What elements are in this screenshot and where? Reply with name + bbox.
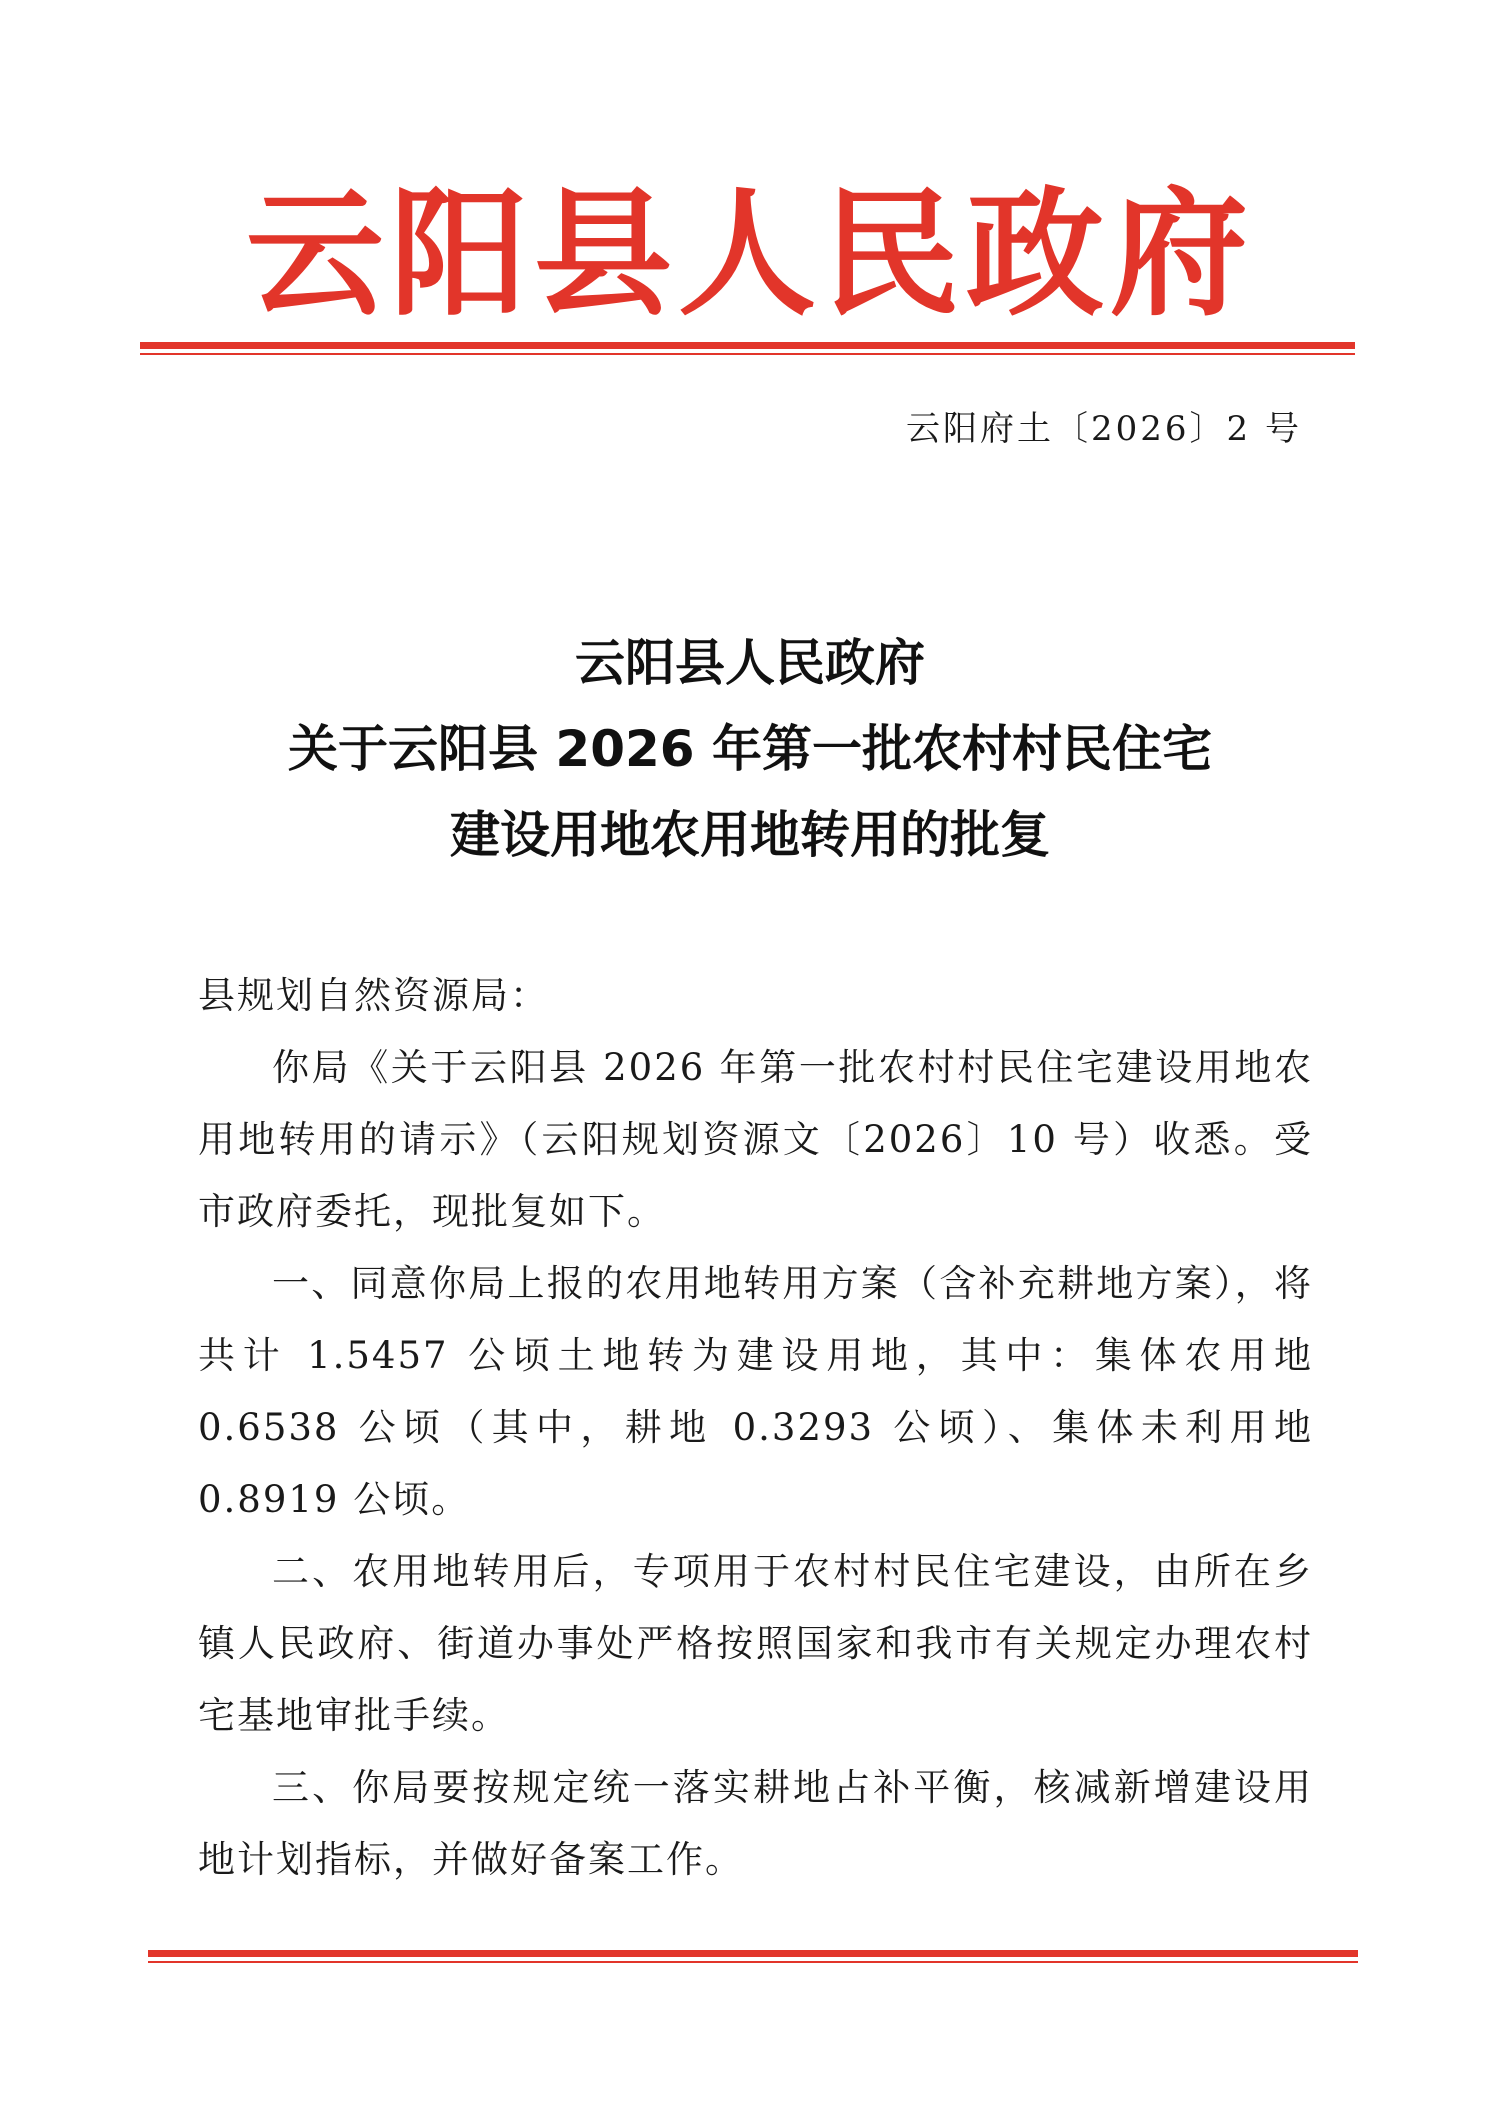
addressee: 县规划自然资源局： [198, 974, 549, 1017]
title-line-1: 云阳县人民政府 [575, 634, 925, 692]
paragraph-item-1: 一、同意你局上报的农用地转用方案（含补充耕地方案），将共计 1.5457 公顷土地转为建设用地，其中：集体农用地 0.6538 公顷（其中，耕地 0.3293 公顷）、集体未利用地 0.8919 公顷。 [198, 1262, 1313, 1521]
footer-rule-thin [148, 1961, 1358, 1963]
document-body [198, 960, 1313, 1896]
document-number: 云阳府土〔2026〕2 号 [906, 409, 1302, 449]
masthead-rule-thin [140, 353, 1355, 355]
paragraph-item-2: 二、农用地转用后，专项用于农村村民住宅建设，由所在乡镇人民政府、街道办事处严格按照国家和我市有关规定办理农村宅基地审批手续。 [198, 1550, 1313, 1737]
document-title [140, 620, 1360, 878]
title-line-2: 关于云阳县 2026 年第一批农村村民住宅 [288, 720, 1212, 778]
masthead-issuer: 云阳县人民政府 [245, 174, 1254, 335]
footer-rule-thick [148, 1950, 1358, 1957]
masthead-rule-thick [140, 342, 1355, 349]
paragraph-intro: 你局《关于云阳县 2026 年第一批农村村民住宅建设用地农用地转用的请示》（云阳规划资源文〔2026〕10 号）收悉。受市政府委托，现批复如下。 [198, 1046, 1313, 1233]
title-line-3: 建设用地农用地转用的批复 [450, 806, 1050, 864]
paragraph-item-3: 三、你局要按规定统一落实耕地占补平衡，核减新增建设用地计划指标，并做好备案工作。 [198, 1766, 1313, 1881]
